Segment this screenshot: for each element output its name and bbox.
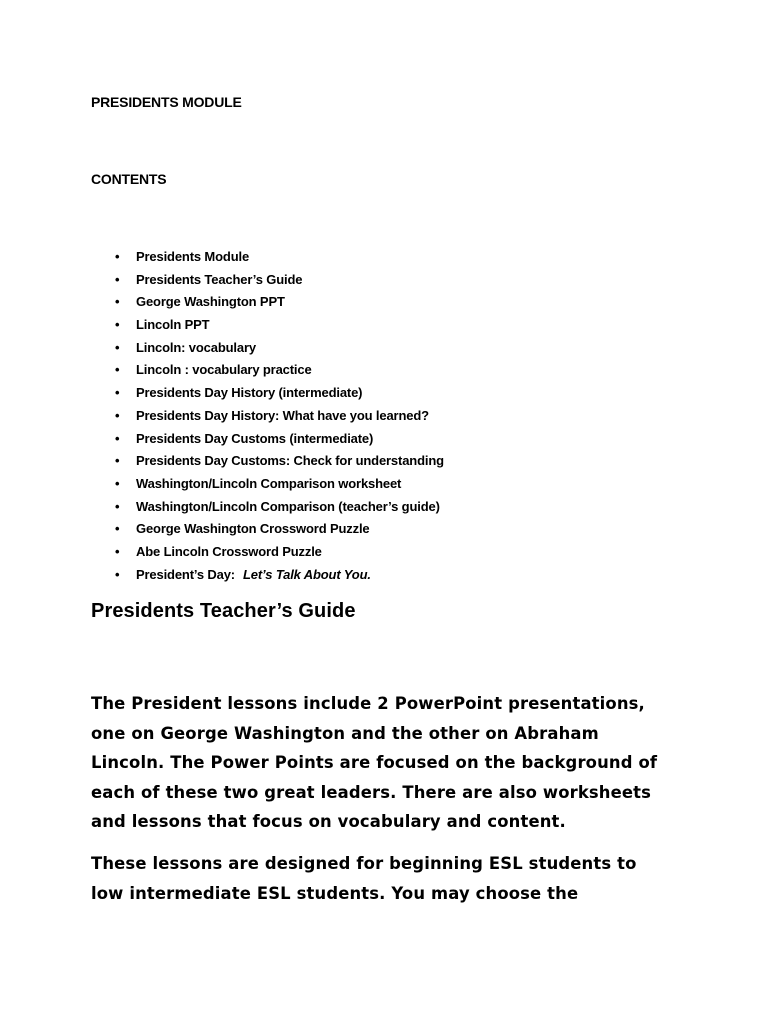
list-item-label: Presidents Day History: What have you learned?: [136, 407, 429, 423]
bullet-icon: •: [115, 339, 120, 355]
paragraph-line: and lessons that focus on vocabulary and content.: [91, 812, 566, 831]
list-item: [0, 405, 768, 428]
list-item: [0, 246, 768, 269]
bullet-icon: •: [115, 407, 120, 423]
list-item: [0, 382, 768, 405]
paragraph-line: low intermediate ESL students. You may choose the: [91, 883, 579, 903]
list-item-label: George Washington Crossword Puzzle: [136, 521, 370, 537]
list-item-label: Presidents Day Customs (intermediate): [136, 430, 374, 446]
list-item: [0, 518, 768, 541]
list-item-label: Presidents Day History (intermediate): [136, 385, 363, 401]
list-item-label: Presidents Day Customs: Check for understanding: [136, 453, 444, 469]
list-item-label: Washington/Lincoln Comparison worksheet: [136, 475, 402, 491]
list-item-label: Presidents Module: [136, 249, 250, 264]
bullet-icon: •: [115, 543, 120, 559]
list-item: [0, 564, 768, 587]
bullet-icon: •: [115, 475, 120, 491]
list-item-label: Presidents Teacher’s Guide: [136, 271, 303, 287]
bullet-icon: •: [115, 566, 120, 582]
list-item: [0, 314, 768, 337]
bullet-icon: •: [115, 294, 120, 310]
list-item-label-wrapper: [136, 564, 371, 587]
bullet-icon: •: [115, 249, 120, 264]
list-item: [0, 541, 768, 564]
bullet-icon: •: [115, 430, 120, 446]
bullet-icon: •: [115, 521, 120, 537]
bullet-icon: •: [115, 385, 120, 401]
body-paragraph: [91, 849, 711, 908]
list-item-italic-label: Let’s Talk About You.: [243, 566, 371, 582]
contents-heading: CONTENTS: [91, 171, 167, 187]
list-item-label: George Washington PPT: [136, 294, 285, 310]
list-item: [0, 496, 768, 519]
paragraph-line: each of these two great leaders. There are also worksheets: [91, 782, 652, 802]
bullet-icon: •: [115, 271, 120, 287]
section-heading: Presidents Teacher’s Guide: [91, 600, 356, 622]
paragraph-line: The President lessons include 2 PowerPoint presentations,: [91, 694, 645, 713]
bullet-icon: •: [115, 362, 120, 378]
bullet-icon: •: [115, 453, 120, 469]
paragraph-line: These lessons are designed for beginning ESL students to: [91, 854, 637, 873]
list-item-label: Lincoln: vocabulary: [136, 339, 256, 355]
body-paragraph: [91, 689, 711, 837]
list-item-label: Washington/Lincoln Comparison (teacher’s guide): [136, 498, 440, 514]
list-item: [0, 473, 768, 496]
list-item: [0, 428, 768, 451]
bullet-icon: •: [115, 317, 120, 333]
list-item-label: Abe Lincoln Crossword Puzzle: [136, 543, 322, 559]
list-item: [0, 359, 768, 382]
list-item: [0, 450, 768, 473]
paragraph-line: Lincoln. The Power Points are focused on the background of: [91, 753, 658, 772]
list-item: [0, 291, 768, 314]
list-item: [0, 269, 768, 292]
list-item-label: President’s Day:: [136, 566, 235, 582]
document-title: PRESIDENTS MODULE: [91, 94, 242, 110]
list-item-label: Lincoln : vocabulary practice: [136, 362, 312, 378]
list-item-label: Lincoln PPT: [136, 317, 210, 333]
list-item: [0, 337, 768, 360]
bullet-icon: •: [115, 498, 120, 514]
contents-list: [0, 246, 768, 586]
paragraph-line: one on George Washington and the other on Abraham: [91, 723, 599, 743]
